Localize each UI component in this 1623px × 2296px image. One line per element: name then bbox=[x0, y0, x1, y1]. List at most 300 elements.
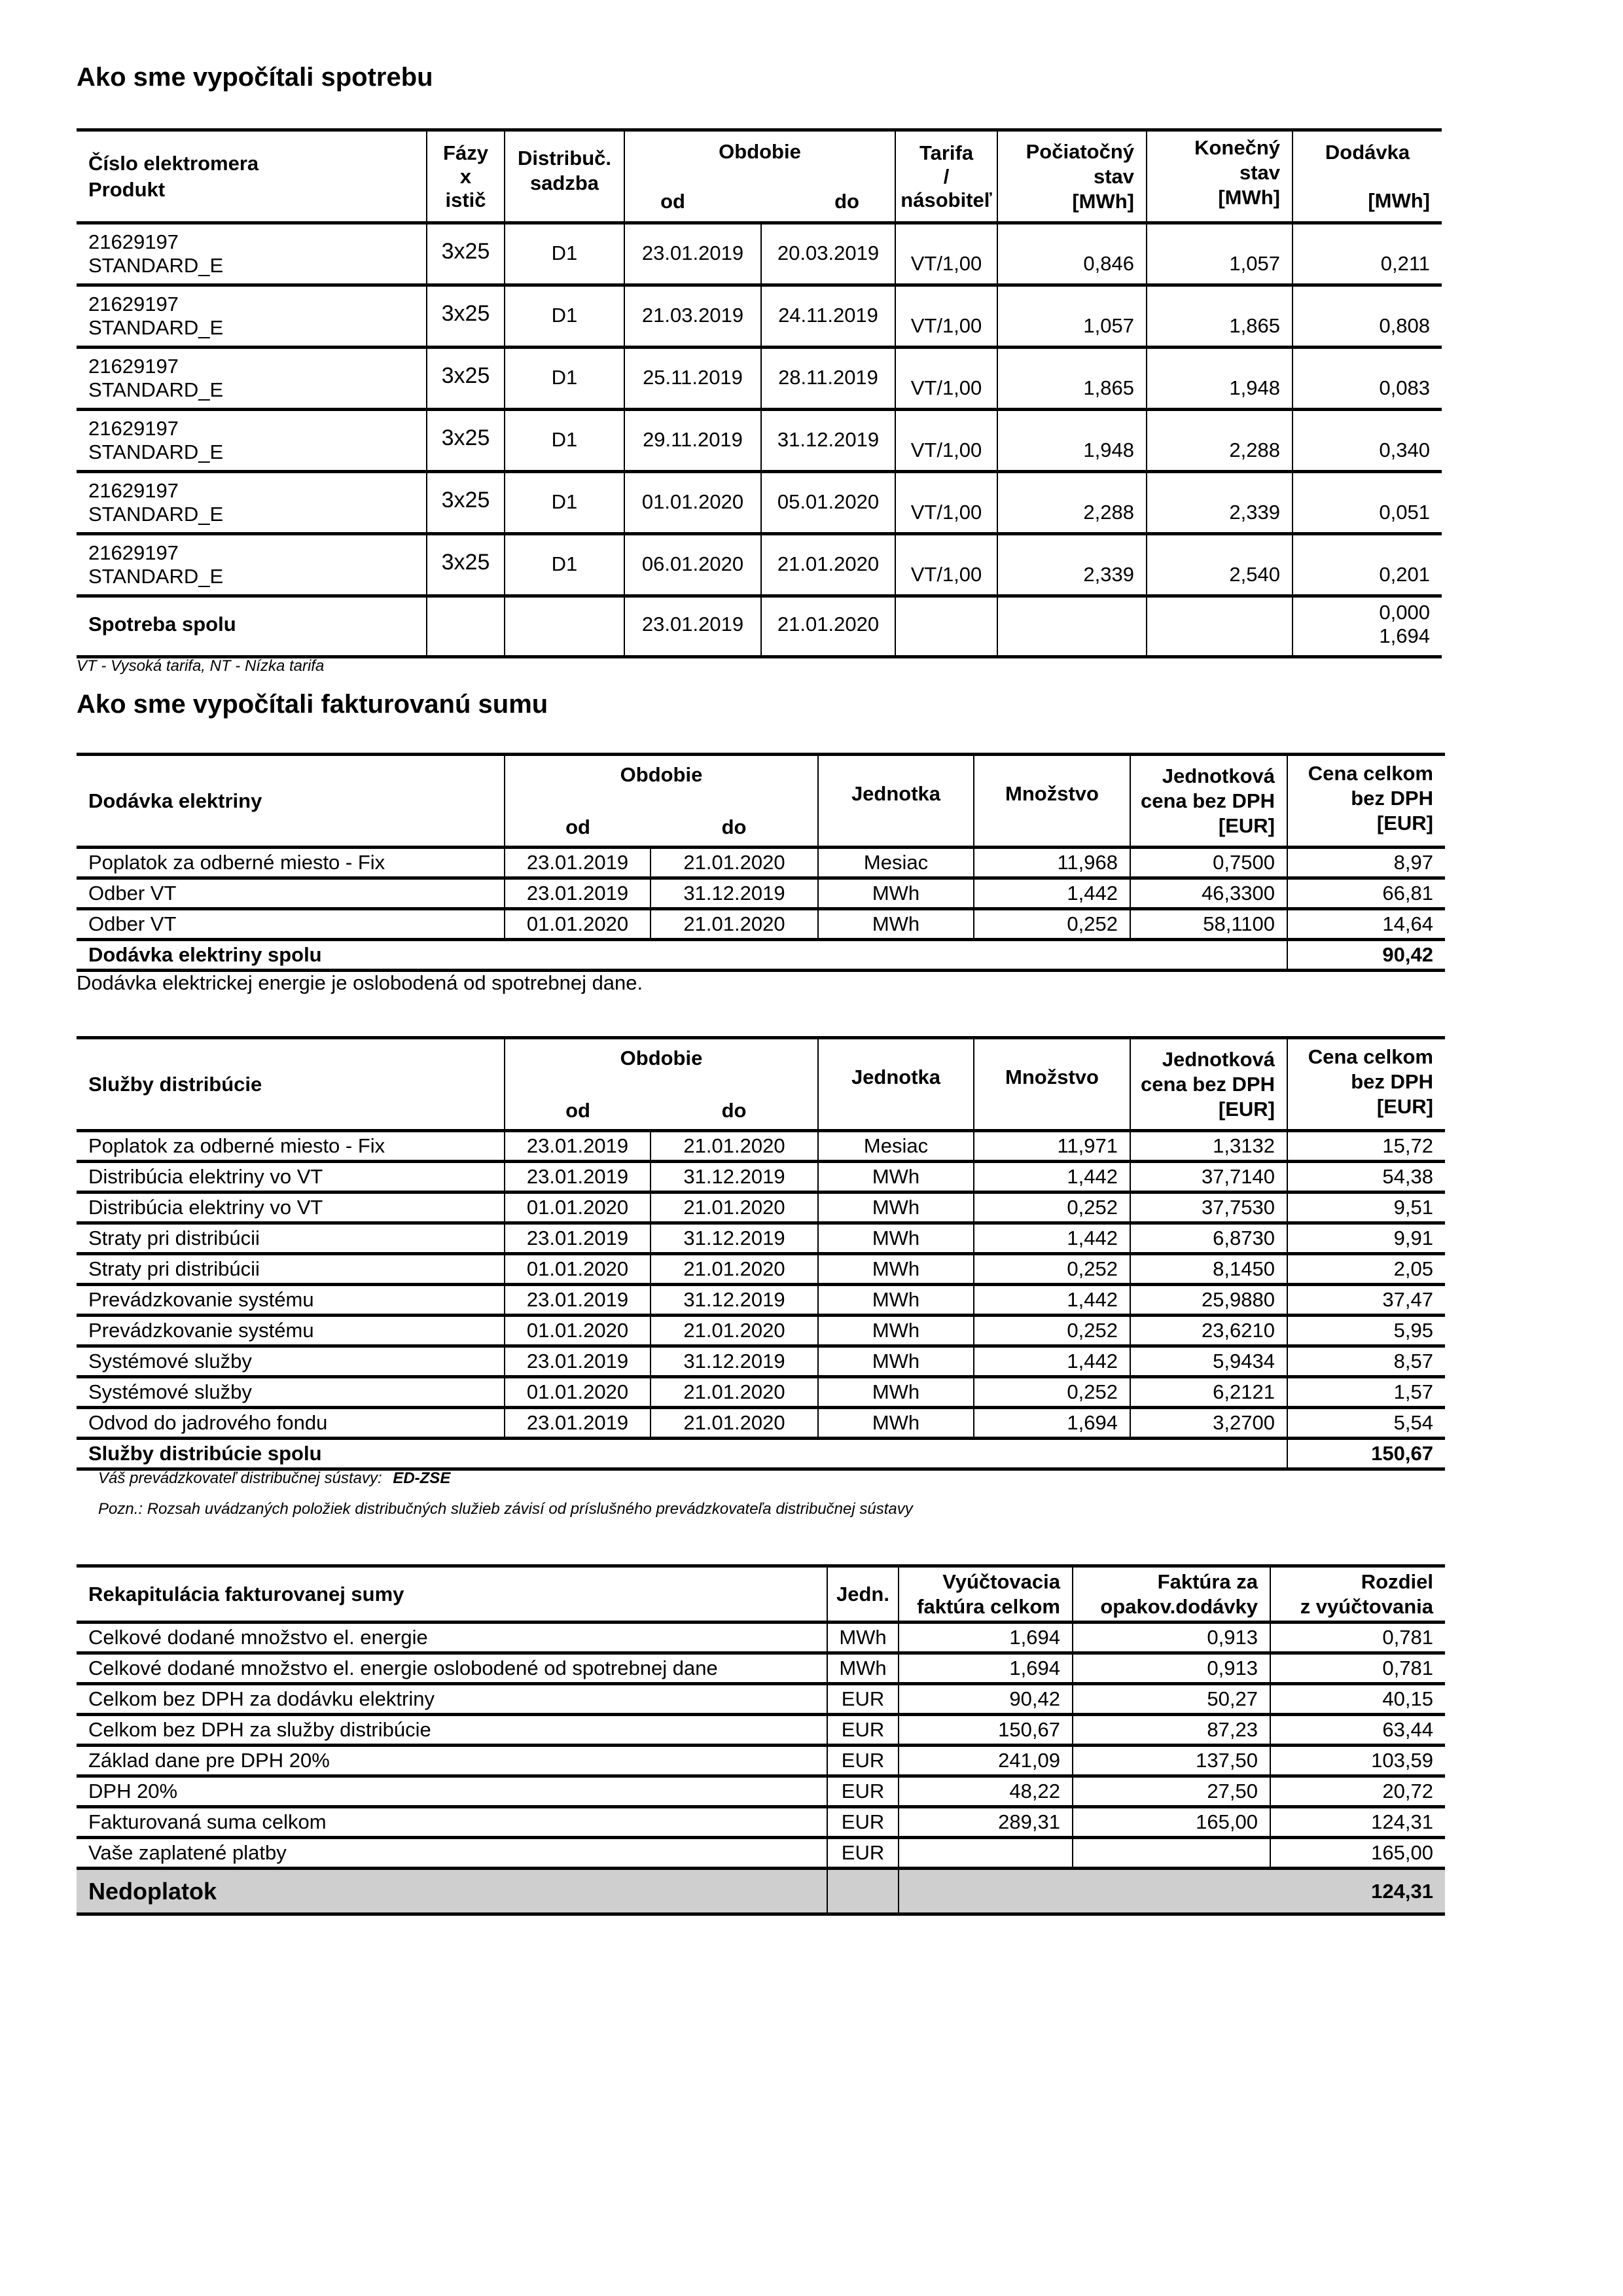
item-name: Straty pri distribúcii bbox=[88, 1257, 260, 1280]
header-phases-l2: x bbox=[459, 164, 472, 188]
recap-header-diff bbox=[1270, 1566, 1445, 1623]
to-date-cell: 20.03.2019 bbox=[761, 223, 895, 285]
product-name: STANDARD_E bbox=[88, 316, 224, 339]
distribution-sum-value: 150,67 bbox=[1287, 1439, 1445, 1469]
phases-cell: 3x25 bbox=[427, 410, 505, 472]
recap-row bbox=[77, 1746, 1445, 1776]
recap-label: Základ dane pre DPH 20% bbox=[88, 1749, 330, 1772]
meter-product-cell bbox=[77, 410, 427, 472]
phases-cell: 3x25 bbox=[427, 348, 505, 410]
to-date: 21.01.2020 bbox=[651, 1254, 818, 1285]
from-date: 01.01.2020 bbox=[505, 1377, 651, 1408]
total-price: 5,95 bbox=[1287, 1316, 1445, 1346]
recap-unit: MWh bbox=[827, 1623, 899, 1653]
supply-header-period bbox=[505, 755, 818, 848]
supply-table bbox=[77, 753, 1445, 972]
distribution-row bbox=[77, 1346, 1445, 1377]
recap-advance: 165,00 bbox=[1073, 1807, 1270, 1838]
from-date: 23.01.2019 bbox=[505, 1223, 651, 1254]
rate-cell: D1 bbox=[505, 223, 624, 285]
from-date-cell: 01.01.2020 bbox=[624, 472, 761, 534]
item-name: Odvod do jadrového fondu bbox=[88, 1411, 328, 1434]
unit-price: 58,1100 bbox=[1130, 909, 1287, 940]
recap-diff: 165,00 bbox=[1270, 1838, 1445, 1869]
recap-advance: 137,50 bbox=[1073, 1746, 1270, 1776]
product-name: STANDARD_E bbox=[88, 254, 224, 277]
total-price: 54,38 bbox=[1287, 1162, 1445, 1193]
from-date: 23.01.2019 bbox=[505, 848, 651, 878]
header-phases-l1: Fázy bbox=[443, 141, 488, 164]
total-price: 9,91 bbox=[1287, 1223, 1445, 1254]
item-name: Systémové služby bbox=[88, 1350, 252, 1372]
total-l2: bez DPH bbox=[1351, 1070, 1433, 1093]
empty-cell bbox=[1147, 594, 1293, 656]
item-name: Poplatok za odberné miesto - Fix bbox=[88, 1134, 385, 1157]
to-date: 31.12.2019 bbox=[651, 878, 818, 909]
from-date: 23.01.2019 bbox=[505, 1408, 651, 1439]
period-label: Obdobie bbox=[620, 762, 703, 786]
unit-price: 3,2700 bbox=[1130, 1408, 1287, 1439]
consumption-row bbox=[77, 534, 1442, 596]
quantity: 1,694 bbox=[974, 1408, 1130, 1439]
recap-invoice: 1,694 bbox=[899, 1623, 1073, 1653]
to-date: 21.01.2020 bbox=[651, 909, 818, 940]
distribution-table bbox=[77, 1036, 1445, 1471]
end-state-cell: 2,339 bbox=[1147, 472, 1293, 534]
distribution-row bbox=[77, 1377, 1445, 1408]
header-end bbox=[1147, 130, 1293, 223]
unit-price: 0,7500 bbox=[1130, 848, 1287, 878]
supply-header-unit-price bbox=[1130, 755, 1287, 848]
to-date: 21.01.2020 bbox=[651, 1408, 818, 1439]
phases-cell: 3x25 bbox=[427, 285, 505, 348]
delivery-cell: 0,808 bbox=[1293, 285, 1442, 348]
from-date: 23.01.2019 bbox=[505, 1346, 651, 1377]
header-tariff-l2: / bbox=[943, 164, 950, 188]
from-date: 01.01.2020 bbox=[505, 1254, 651, 1285]
header-period bbox=[624, 130, 895, 223]
header-product: Produkt bbox=[88, 177, 166, 201]
recap-label: Vaše zaplatené platby bbox=[88, 1841, 287, 1864]
recap-diff: 40,15 bbox=[1270, 1684, 1445, 1715]
phases-cell: 3x25 bbox=[427, 472, 505, 534]
rate-cell: D1 bbox=[505, 472, 624, 534]
recap-unit: EUR bbox=[827, 1807, 899, 1838]
end-state-cell: 1,057 bbox=[1147, 223, 1293, 285]
distribution-row bbox=[77, 1193, 1445, 1223]
header-delivery bbox=[1293, 130, 1442, 223]
unit: Mesiac bbox=[818, 848, 974, 878]
total-price: 8,57 bbox=[1287, 1346, 1445, 1377]
distribution-row bbox=[77, 1254, 1445, 1285]
item-name: Poplatok za odberné miesto - Fix bbox=[88, 851, 385, 874]
total-price: 37,47 bbox=[1287, 1285, 1445, 1316]
header-meter: Číslo elektromera bbox=[88, 151, 259, 175]
distribution-header-title: Služby distribúcie bbox=[88, 1072, 262, 1096]
recap-label: DPH 20% bbox=[88, 1780, 178, 1803]
recap-diff: 103,59 bbox=[1270, 1746, 1445, 1776]
recap-label: Celkové dodané množstvo el. energie bbox=[88, 1626, 428, 1649]
recap-invoice: 150,67 bbox=[899, 1715, 1073, 1746]
recap-row bbox=[77, 1838, 1445, 1869]
unit-price: 6,2121 bbox=[1130, 1377, 1287, 1408]
from-date: 23.01.2019 bbox=[505, 1162, 651, 1193]
operator-value: ED-ZSE bbox=[393, 1469, 451, 1487]
recap-header-invoice bbox=[899, 1566, 1073, 1623]
recap-header-title: Rekapitulácia fakturovanej sumy bbox=[88, 1582, 404, 1605]
from-date: 01.01.2020 bbox=[505, 1316, 651, 1346]
supply-sum-row bbox=[77, 940, 1445, 971]
recap-label: Celkom bez DPH za služby distribúcie bbox=[88, 1718, 431, 1741]
recap-label: Fakturovaná suma celkom bbox=[88, 1810, 327, 1833]
to-date-cell: 28.11.2019 bbox=[761, 348, 895, 410]
from-date: 23.01.2019 bbox=[505, 878, 651, 909]
total-delivery-vt: 1,694 bbox=[1379, 624, 1430, 648]
total-price: 2,05 bbox=[1287, 1254, 1445, 1285]
unit: MWh bbox=[818, 909, 974, 940]
unit: MWh bbox=[818, 1346, 974, 1377]
total-l3: [EUR] bbox=[1376, 1095, 1433, 1118]
header-meter-product bbox=[77, 130, 427, 223]
total-price: 8,97 bbox=[1287, 848, 1445, 878]
from-label: od bbox=[565, 1098, 590, 1122]
total-l1: Cena celkom bbox=[1308, 762, 1433, 785]
unit: MWh bbox=[818, 878, 974, 909]
section-title-consumption: Ako sme vypočítali spotrebu bbox=[77, 63, 433, 92]
to-label: do bbox=[721, 815, 747, 838]
distribution-sum-label: Služby distribúcie spolu bbox=[88, 1442, 322, 1465]
distribution-header-period bbox=[505, 1038, 818, 1131]
header-start-l1: Počiatočný bbox=[1026, 139, 1134, 163]
unit-price: 5,9434 bbox=[1130, 1346, 1287, 1377]
total-price: 14,64 bbox=[1287, 909, 1445, 940]
header-delivery-l1: Dodávka bbox=[1325, 141, 1410, 164]
header-period-label: Obdobie bbox=[719, 139, 801, 163]
from-date: 23.01.2019 bbox=[505, 1285, 651, 1316]
unit-price: 1,3132 bbox=[1130, 1131, 1287, 1162]
distribution-row bbox=[77, 1316, 1445, 1346]
meter-product-cell bbox=[77, 534, 427, 596]
recap-advance: 87,23 bbox=[1073, 1715, 1270, 1746]
unit: MWh bbox=[818, 1377, 974, 1408]
header-tariff-l1: Tarifa bbox=[919, 141, 974, 164]
phases-cell: 3x25 bbox=[427, 223, 505, 285]
header-rate-l2: sadzba bbox=[529, 171, 599, 194]
section-title-billing: Ako sme vypočítali fakturovanú sumu bbox=[77, 690, 548, 719]
meter-product-cell bbox=[77, 285, 427, 348]
total-price: 5,54 bbox=[1287, 1408, 1445, 1439]
supply-header-qty: Množstvo bbox=[974, 755, 1130, 848]
item-name: Prevádzkovanie systému bbox=[88, 1319, 314, 1342]
tariff-cell: VT/1,00 bbox=[895, 285, 997, 348]
diff-l2: z vyúčtovania bbox=[1300, 1594, 1433, 1618]
rate-cell: D1 bbox=[505, 285, 624, 348]
from-date-cell: 25.11.2019 bbox=[624, 348, 761, 410]
quantity: 0,252 bbox=[974, 1193, 1130, 1223]
to-date-cell: 05.01.2020 bbox=[761, 472, 895, 534]
unit-price: 46,3300 bbox=[1130, 878, 1287, 909]
supply-row bbox=[77, 878, 1445, 909]
recap-invoice bbox=[899, 1838, 1073, 1869]
empty-cell bbox=[427, 594, 505, 656]
unit-price-l2: cena bez DPH bbox=[1140, 789, 1275, 812]
recap-invoice: 1,694 bbox=[899, 1653, 1073, 1684]
recap-diff: 0,781 bbox=[1270, 1623, 1445, 1653]
quantity: 0,252 bbox=[974, 1316, 1130, 1346]
distribution-operator bbox=[98, 1469, 450, 1488]
meter-number: 21629197 bbox=[88, 479, 179, 502]
header-tariff-l3: násobiteľ bbox=[901, 188, 992, 211]
recap-unit: EUR bbox=[827, 1746, 899, 1776]
end-state-cell: 1,948 bbox=[1147, 348, 1293, 410]
delivery-cell: 0,083 bbox=[1293, 348, 1442, 410]
recap-row bbox=[77, 1684, 1445, 1715]
quantity: 11,968 bbox=[974, 848, 1130, 878]
unit: MWh bbox=[818, 1193, 974, 1223]
product-name: STANDARD_E bbox=[88, 565, 224, 588]
from-date: 01.01.2020 bbox=[505, 1193, 651, 1223]
recap-unit: EUR bbox=[827, 1684, 899, 1715]
product-name: STANDARD_E bbox=[88, 378, 224, 401]
unit: MWh bbox=[818, 1162, 974, 1193]
delivery-cell: 0,340 bbox=[1293, 410, 1442, 472]
header-end-l2: stav bbox=[1239, 161, 1280, 184]
unit-price: 6,8730 bbox=[1130, 1223, 1287, 1254]
unit: Mesiac bbox=[818, 1131, 974, 1162]
start-state-cell: 1,057 bbox=[997, 285, 1147, 348]
recap-label: Celkové dodané množstvo el. energie oslobodené od spotrebnej dane bbox=[88, 1657, 718, 1679]
from-date-cell: 21.03.2019 bbox=[624, 285, 761, 348]
start-state-cell: 0,846 bbox=[997, 223, 1147, 285]
rate-cell: D1 bbox=[505, 534, 624, 596]
product-name: STANDARD_E bbox=[88, 440, 224, 463]
supply-row bbox=[77, 909, 1445, 940]
empty-cell bbox=[505, 594, 624, 656]
header-start-l2: stav bbox=[1093, 164, 1134, 188]
consumption-row bbox=[77, 348, 1442, 410]
recap-invoice: 289,31 bbox=[899, 1807, 1073, 1838]
to-date: 21.01.2020 bbox=[651, 1131, 818, 1162]
header-end-l1: Konečný bbox=[1194, 136, 1280, 159]
distribution-row bbox=[77, 1408, 1445, 1439]
unit: MWh bbox=[818, 1223, 974, 1254]
from-date-cell: 23.01.2019 bbox=[624, 223, 761, 285]
item-name: Prevádzkovanie systému bbox=[88, 1288, 314, 1311]
unit-price-l1: Jednotková bbox=[1162, 1047, 1275, 1071]
meter-number: 21629197 bbox=[88, 541, 179, 564]
delivery-cell: 0,211 bbox=[1293, 223, 1442, 285]
quantity: 0,252 bbox=[974, 909, 1130, 940]
unit-price: 23,6210 bbox=[1130, 1316, 1287, 1346]
recap-table bbox=[77, 1564, 1445, 1916]
phases-cell: 3x25 bbox=[427, 534, 505, 596]
to-date: 31.12.2019 bbox=[651, 1162, 818, 1193]
total-l1: Cena celkom bbox=[1308, 1045, 1433, 1068]
recap-header-unit: Jedn. bbox=[827, 1566, 899, 1623]
diff-l1: Rozdiel bbox=[1361, 1570, 1433, 1593]
product-name: STANDARD_E bbox=[88, 503, 224, 526]
meter-number: 21629197 bbox=[88, 230, 179, 253]
header-to: do bbox=[834, 189, 859, 213]
consumption-total-table bbox=[77, 594, 1442, 658]
item-name: Odber VT bbox=[88, 912, 177, 935]
to-date-cell: 24.11.2019 bbox=[761, 285, 895, 348]
recap-row bbox=[77, 1653, 1445, 1684]
meter-number: 21629197 bbox=[88, 417, 179, 440]
from-date-cell: 29.11.2019 bbox=[624, 410, 761, 472]
to-date: 21.01.2020 bbox=[651, 1193, 818, 1223]
unit: MWh bbox=[818, 1408, 974, 1439]
supply-header-unit: Jednotka bbox=[818, 755, 974, 848]
to-date-cell: 31.12.2019 bbox=[761, 410, 895, 472]
delivery-cell: 0,201 bbox=[1293, 534, 1442, 596]
result-value: 124,31 bbox=[899, 1869, 1445, 1914]
total-price: 66,81 bbox=[1287, 878, 1445, 909]
tariff-cell: VT/1,00 bbox=[895, 534, 997, 596]
recap-advance: 0,913 bbox=[1073, 1653, 1270, 1684]
total-price: 15,72 bbox=[1287, 1131, 1445, 1162]
meter-product-cell bbox=[77, 223, 427, 285]
from-date: 23.01.2019 bbox=[505, 1131, 651, 1162]
distribution-header-total bbox=[1287, 1038, 1445, 1131]
total-delivery bbox=[1293, 594, 1442, 656]
total-label: Spotreba spolu bbox=[88, 613, 236, 636]
item-name: Systémové služby bbox=[88, 1380, 252, 1403]
invoice-l2: faktúra celkom bbox=[917, 1594, 1060, 1618]
recap-advance: 0,913 bbox=[1073, 1623, 1270, 1653]
header-start-l3: [MWh] bbox=[1072, 189, 1134, 213]
unit-price-l3: [EUR] bbox=[1218, 814, 1275, 837]
start-state-cell: 1,948 bbox=[997, 410, 1147, 472]
recap-diff: 124,31 bbox=[1270, 1807, 1445, 1838]
distribution-row bbox=[77, 1223, 1445, 1254]
consumption-row bbox=[77, 410, 1442, 472]
item-name: Distribúcia elektriny vo VT bbox=[88, 1196, 323, 1219]
meter-product-cell bbox=[77, 472, 427, 534]
quantity: 0,252 bbox=[974, 1377, 1130, 1408]
tariff-legend: VT - Vysoká tarifa, NT - Nízka tarifa bbox=[77, 657, 325, 675]
recap-advance: 27,50 bbox=[1073, 1776, 1270, 1807]
unit: MWh bbox=[818, 1316, 974, 1346]
tariff-cell: VT/1,00 bbox=[895, 223, 997, 285]
recap-unit: EUR bbox=[827, 1715, 899, 1746]
operator-label: Váš prevádzkovateľ distribučnej sústavy: bbox=[98, 1469, 382, 1487]
unit-price: 8,1450 bbox=[1130, 1254, 1287, 1285]
from-date: 01.01.2020 bbox=[505, 909, 651, 940]
unit-price-l1: Jednotková bbox=[1162, 764, 1275, 787]
recap-row bbox=[77, 1623, 1445, 1653]
distribution-note: Pozn.: Rozsah uvádzaných položiek distribučných služieb závisí od príslušného prevádzkovateľa distribučnej sústavy bbox=[98, 1500, 913, 1518]
start-state-cell: 2,288 bbox=[997, 472, 1147, 534]
header-delivery-l2: [MWh] bbox=[1368, 189, 1430, 212]
total-l2: bez DPH bbox=[1351, 787, 1433, 810]
unit-price: 37,7530 bbox=[1130, 1193, 1287, 1223]
header-rate-l1: Distribuč. bbox=[518, 147, 611, 170]
header-start bbox=[997, 130, 1147, 223]
invoice-l1: Vyúčtovacia bbox=[942, 1570, 1060, 1593]
to-label: do bbox=[721, 1098, 747, 1122]
quantity: 1,442 bbox=[974, 1223, 1130, 1254]
meter-number: 21629197 bbox=[88, 355, 179, 378]
item-name: Straty pri distribúcii bbox=[88, 1227, 260, 1249]
to-date-cell: 21.01.2020 bbox=[761, 534, 895, 596]
to-date: 21.01.2020 bbox=[651, 848, 818, 878]
distribution-row bbox=[77, 1285, 1445, 1316]
from-label: od bbox=[565, 815, 590, 838]
header-end-l3: [MWh] bbox=[1218, 186, 1280, 209]
unit: MWh bbox=[818, 1254, 974, 1285]
total-l3: [EUR] bbox=[1376, 812, 1433, 834]
excise-note: Dodávka elektrickej energie je oslobodená od spotrebnej dane. bbox=[77, 971, 643, 994]
quantity: 1,442 bbox=[974, 1285, 1130, 1316]
distribution-header-unit-price bbox=[1130, 1038, 1287, 1131]
period-label: Obdobie bbox=[620, 1046, 703, 1069]
distribution-header-unit: Jednotka bbox=[818, 1038, 974, 1131]
total-delivery-nt: 0,000 bbox=[1379, 601, 1430, 624]
tariff-cell: VT/1,00 bbox=[895, 410, 997, 472]
rate-cell: D1 bbox=[505, 410, 624, 472]
unit: MWh bbox=[818, 1285, 974, 1316]
total-from: 23.01.2019 bbox=[624, 594, 761, 656]
distribution-row bbox=[77, 1162, 1445, 1193]
tariff-cell: VT/1,00 bbox=[895, 348, 997, 410]
distribution-row bbox=[77, 1131, 1445, 1162]
consumption-row bbox=[77, 285, 1442, 348]
recap-diff: 0,781 bbox=[1270, 1653, 1445, 1684]
header-phases bbox=[427, 130, 505, 223]
quantity: 1,442 bbox=[974, 1346, 1130, 1377]
total-price: 9,51 bbox=[1287, 1193, 1445, 1223]
unit-price: 37,7140 bbox=[1130, 1162, 1287, 1193]
header-from: od bbox=[660, 189, 685, 213]
recap-invoice: 241,09 bbox=[899, 1746, 1073, 1776]
recap-invoice: 90,42 bbox=[899, 1684, 1073, 1715]
start-state-cell: 2,339 bbox=[997, 534, 1147, 596]
distribution-header-qty: Množstvo bbox=[974, 1038, 1130, 1131]
recap-row bbox=[77, 1715, 1445, 1746]
to-date: 31.12.2019 bbox=[651, 1223, 818, 1254]
total-price: 1,57 bbox=[1287, 1377, 1445, 1408]
to-date: 21.01.2020 bbox=[651, 1377, 818, 1408]
supply-sum-label: Dodávka elektriny spolu bbox=[88, 943, 322, 966]
to-date: 31.12.2019 bbox=[651, 1346, 818, 1377]
recap-row bbox=[77, 1807, 1445, 1838]
empty-cell bbox=[827, 1869, 899, 1914]
consumption-total-row bbox=[77, 594, 1442, 656]
supply-header-total bbox=[1287, 755, 1445, 848]
consumption-row bbox=[77, 472, 1442, 534]
total-to: 21.01.2020 bbox=[761, 594, 895, 656]
item-name: Distribúcia elektriny vo VT bbox=[88, 1165, 323, 1188]
empty-cell bbox=[895, 594, 997, 656]
delivery-cell: 0,051 bbox=[1293, 472, 1442, 534]
unit-price-l2: cena bez DPH bbox=[1140, 1072, 1275, 1096]
consumption-table bbox=[77, 128, 1442, 598]
advance-l1: Faktúra za bbox=[1157, 1570, 1258, 1593]
meter-product-cell bbox=[77, 348, 427, 410]
to-date: 31.12.2019 bbox=[651, 1285, 818, 1316]
recap-result-row bbox=[77, 1869, 1445, 1914]
start-state-cell: 1,865 bbox=[997, 348, 1147, 410]
consumption-row bbox=[77, 223, 1442, 285]
item-name: Odber VT bbox=[88, 882, 177, 905]
supply-row bbox=[77, 848, 1445, 878]
recap-header-advance bbox=[1073, 1566, 1270, 1623]
from-date-cell: 06.01.2020 bbox=[624, 534, 761, 596]
result-label: Nedoplatok bbox=[77, 1869, 827, 1914]
supply-header-title: Dodávka elektriny bbox=[88, 789, 262, 812]
recap-invoice: 48,22 bbox=[899, 1776, 1073, 1807]
